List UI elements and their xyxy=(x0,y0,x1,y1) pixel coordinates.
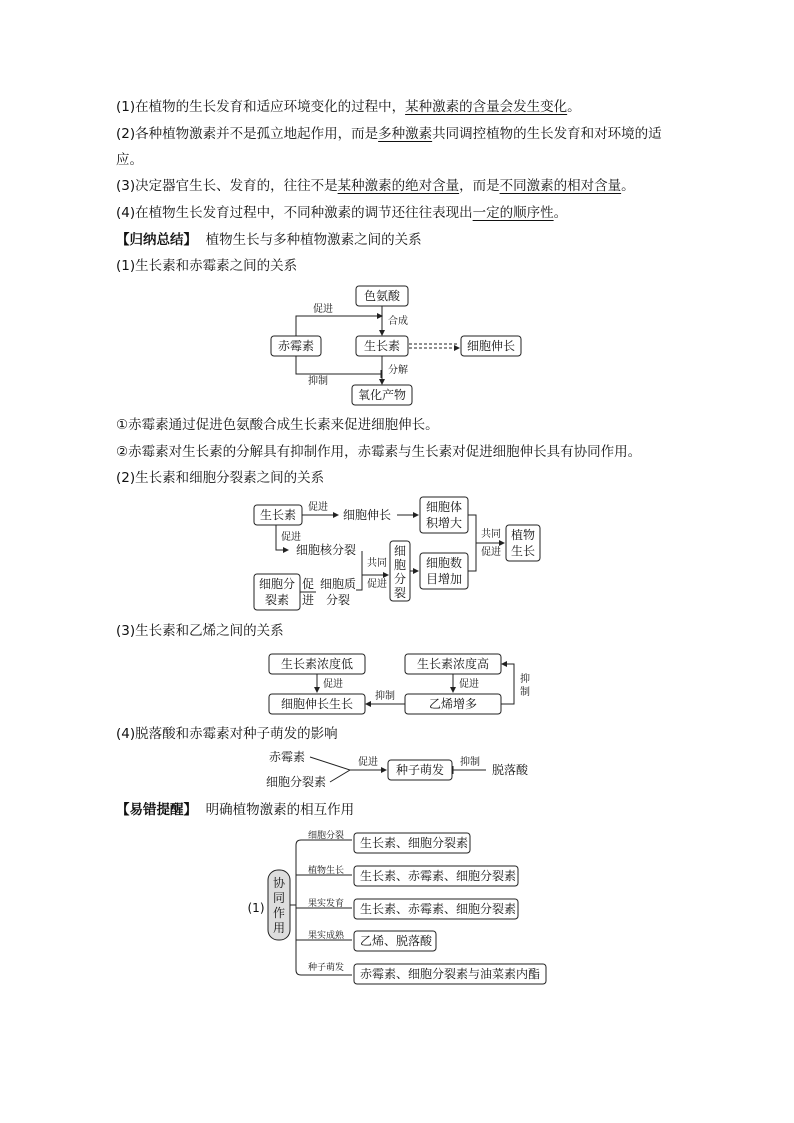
d2-promote1-label: 促进 xyxy=(308,502,328,513)
d2-cell-1: 细 xyxy=(393,544,407,558)
d2-bracket xyxy=(468,515,476,571)
d5-box-5-label: 赤霉素、细胞分裂素与油菜素内酯 xyxy=(360,967,541,981)
d1-inhibit-label: 抑制 xyxy=(308,376,328,387)
d1-decompose-label: 分解 xyxy=(388,365,408,376)
d2-cp-2: 进 xyxy=(301,593,315,607)
d5-label-3: 果实发育 xyxy=(307,899,345,909)
conclusion-2: ②赤霉素对生长素的分解具有抑制作用，赤霉素与生长素对促进细胞伸长具有协同作用。 xyxy=(116,444,642,460)
d4-aba-label: 脱落酸 xyxy=(491,763,529,777)
d2-cell-2: 胞 xyxy=(393,558,407,572)
d3-high-label: 生长素浓度高 xyxy=(416,657,490,671)
d5-synergy-1: 协 xyxy=(272,876,286,890)
d5-label-1: 细胞分裂 xyxy=(307,831,345,841)
d2-number-1: 细胞数 xyxy=(425,556,463,570)
d5-number: (1) xyxy=(247,901,265,915)
d3-growth-label: 细胞伸长生长 xyxy=(280,697,354,711)
d5-synergy-4: 用 xyxy=(272,921,286,935)
d1-tryptophan-label: 色氨酸 xyxy=(363,289,401,303)
d2-plant-1: 植物 xyxy=(510,528,536,542)
para-3-end: 。 xyxy=(621,178,635,194)
section-4-title: (4)脱落酸和赤霉素对种子萌发的影响 xyxy=(116,726,338,742)
section-1-title: (1)生长素和赤霉素之间的关系 xyxy=(116,258,298,274)
d2-cyto-1: 细胞质 xyxy=(319,577,357,591)
d2-cell-3: 分 xyxy=(393,572,407,586)
para-3-mid: ，而是 xyxy=(459,178,500,194)
d1-promote-arrow xyxy=(296,316,382,336)
d2-number-2: 目增加 xyxy=(425,572,463,586)
d2-cyto-2: 分裂 xyxy=(325,593,351,607)
d1-synth-label: 合成 xyxy=(388,316,408,327)
diagram-5 xyxy=(248,829,547,984)
para-2-end: 共同调控植物的生长发育和对环境的适 xyxy=(432,126,662,142)
d3-ethylene-label: 乙烯增多 xyxy=(428,697,478,711)
d5-label-5: 种子萌发 xyxy=(307,963,345,973)
d3-inhibit-label: 抑制 xyxy=(375,691,395,702)
d2-cytokinin-2: 裂素 xyxy=(264,593,290,607)
para-1-end: 。 xyxy=(567,99,581,115)
d2-volume-1: 细胞体 xyxy=(425,500,463,514)
d2-tog2-label: 促进 xyxy=(367,579,387,590)
d1-oxide-label: 氧化产物 xyxy=(357,388,407,402)
d3-inhibit2-a: 抑 xyxy=(520,674,530,685)
d2-promote2-label: 促进 xyxy=(281,532,301,543)
d1-auxin-label: 生长素 xyxy=(363,339,401,353)
d2-cell-4: 裂 xyxy=(393,586,407,600)
conclusion-1: ①赤霉素通过促进色氨酸合成生长素来促进细胞伸长。 xyxy=(116,417,439,433)
d2-cytokinin-1: 细胞分 xyxy=(258,577,296,591)
d2-plant-2: 生长 xyxy=(510,544,536,558)
d5-box-4-label: 乙烯、脱落酸 xyxy=(360,934,433,948)
d3-low-label: 生长素浓度低 xyxy=(280,657,354,671)
d5-box-1-label: 生长素、细胞分裂素 xyxy=(360,836,469,850)
d1-promote-label: 促进 xyxy=(313,304,333,315)
d5-synergy-2: 同 xyxy=(272,891,286,905)
para-1-underline: 某种激素的含量会发生变化 xyxy=(405,99,568,115)
para-4-end: 。 xyxy=(553,205,568,221)
tip-tag: 【易错提醒】 xyxy=(116,802,197,818)
d2-tog3-label: 共同 xyxy=(481,529,501,540)
d4-germ-label: 种子萌发 xyxy=(395,763,445,777)
para-2-underline: 多种激素 xyxy=(378,126,433,142)
d2-tog1-label: 共同 xyxy=(367,558,387,569)
para-3-underline-1: 某种激素的绝对含量 xyxy=(337,178,460,194)
d3-feedback-arrow xyxy=(501,664,514,704)
d3-promote1-label: 促进 xyxy=(323,679,343,690)
summary-title: 植物生长与多种植物激素之间的关系 xyxy=(205,232,422,248)
tip-title: 明确植物激素的相互作用 xyxy=(205,802,355,818)
d1-inhibit-line xyxy=(296,356,381,374)
d2-merge-line xyxy=(356,560,362,590)
para-2-text: (2)各种植物激素并不是孤立地起作用，而是 xyxy=(116,126,379,142)
d2-tog4-label: 促进 xyxy=(481,547,501,558)
summary-tag: 【归纳总结】 xyxy=(116,232,197,248)
para-3-underline-2: 不同激素的相对含量 xyxy=(499,178,622,194)
d2-volume-2: 积增大 xyxy=(425,516,463,530)
diagram-1 xyxy=(271,286,521,405)
d4-promote-label: 促进 xyxy=(358,757,378,768)
para-1-text: (1)在植物的生长发育和适应环境变化的过程中， xyxy=(116,99,406,115)
d2-auxin-label: 生长素 xyxy=(259,508,297,522)
d5-label-2: 植物生长 xyxy=(307,866,345,876)
d4-inhibit-label: 抑制 xyxy=(460,757,480,768)
d5-box-3-label: 生长素、赤霉素、细胞分裂素 xyxy=(360,902,517,916)
para-2-cont: 应。 xyxy=(116,152,143,168)
d2-elong-label: 细胞伸长 xyxy=(342,508,392,522)
d3-promote2-label: 促进 xyxy=(459,679,479,690)
d3-inhibit2-b: 制 xyxy=(520,687,530,698)
d5-synergy-3: 作 xyxy=(272,906,286,920)
para-3-text: (3)决定器官生长、发育的，往往不是 xyxy=(116,178,338,194)
section-2-title: (2)生长素和细胞分裂素之间的关系 xyxy=(116,470,325,486)
para-4-text: (4)在植物生长发育过程中，不同种激素的调节还往往表现出 xyxy=(116,205,473,221)
para-4-underline: 一定的顺序性 xyxy=(472,205,554,221)
d2-nucleus-label: 细胞核分裂 xyxy=(295,543,357,557)
diagram-2 xyxy=(254,497,540,610)
d1-elongation-label: 细胞伸长 xyxy=(466,339,516,353)
d4-ck-label: 细胞分裂素 xyxy=(265,775,327,789)
section-3-title: (3)生长素和乙烯之间的关系 xyxy=(116,623,284,639)
diagram-3 xyxy=(269,654,530,714)
d1-gibberellin-label: 赤霉素 xyxy=(277,339,315,353)
d2-cp-1: 促 xyxy=(301,577,315,591)
diagram-4 xyxy=(266,749,529,789)
d5-label-4: 果实成熟 xyxy=(307,931,345,941)
d4-ga-label: 赤霉素 xyxy=(268,750,306,764)
d5-box-2-label: 生长素、赤霉素、细胞分裂素 xyxy=(360,869,517,883)
